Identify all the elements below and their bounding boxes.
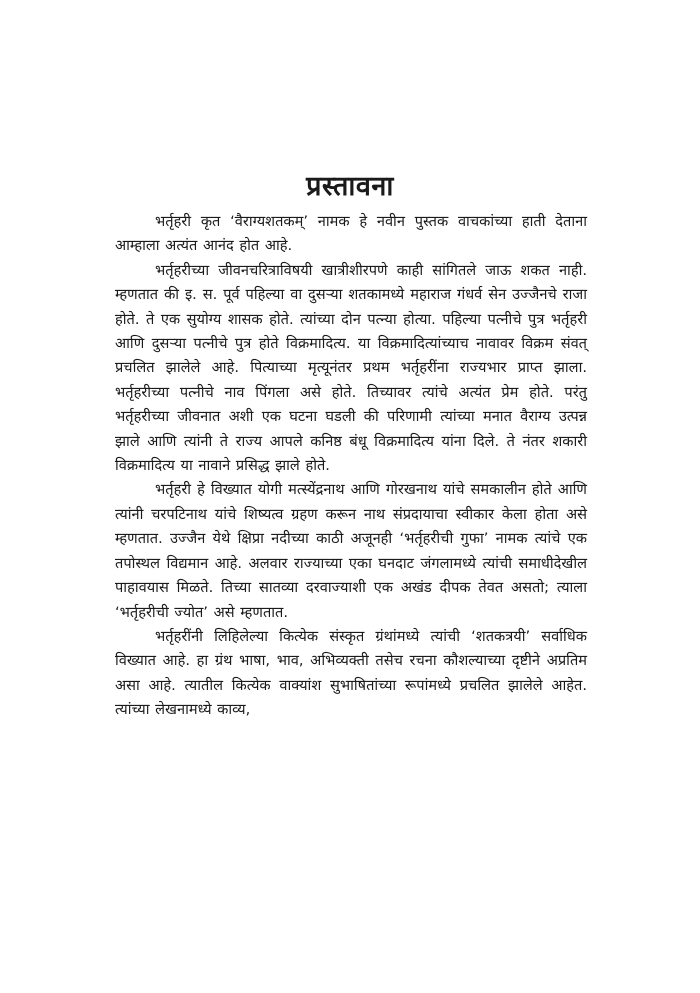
page-title: प्रस्तावना	[306, 171, 394, 202]
body-text	[115, 210, 587, 723]
paragraph-biography: भर्तृहरीच्या जीवनचरित्राविषयी खात्रीशीरपणे काही सांगितले जाऊ शकत नाही. म्हणतात की इ. स. पूर्व पहिल्या वा दुसऱ्या शतकामध्ये महाराज गंधर्व सेन उज्जैनचे राजा होते. ते एक सुयोग्य शासक होते. त्यांच्या दोन पत्न्या होत्या. पहिल्या पत्नीचे पुत्र भर्तृहरी आणि दुसऱ्या पत्नीचे पुत्र होते विक्रमादित्य. या विक्रमादित्यांच्याच नावावर विक्रम संवत् प्रचलित झालेले आहे. पित्याच्या मृत्यूनंतर प्रथम भर्तृहरींना राज्यभार प्राप्त झाला. भर्तृहरीच्या पत्नीचे नाव पिंगला असे होते. तिच्यावर त्यांचे अत्यंत प्रेम होते. परंतु भर्तृहरीच्या जीवनात अशी एक घटना घडली की परिणामी त्यांच्या मनात वैराग्य उत्पन्न झाले आणि त्यांनी ते राज्य आपले कनिष्ठ बंधू विक्रमादित्य यांना दिले. ते नंतर शकारी विक्रमादित्य या नावाने प्रसिद्ध झाले होते.	[115, 261, 587, 475]
paragraph-nath-sampradaya: भर्तृहरी हे विख्यात योगी मत्स्येंद्रनाथ आणि गोरखनाथ यांचे समकालीन होते आणि त्यांनी चरपटिनाथ यांचे शिष्यत्व ग्रहण करून नाथ संप्रदायाचा स्वीकार केला होता असे म्हणतात. उज्जैन येथे क्षिप्रा नदीच्या काठी अजूनही ‘भर्तृहरीची गुफा’ नामक त्यांचे एक तपोस्थल विद्यमान आहे. अलवार राज्याच्या एका घनदाट जंगलामध्ये त्यांची समाधीदेखील पाहावयास मिळते. तिच्या सातव्या दरवाज्याशी एक अखंड दीपक तेवत असतो; त्याला ‘भर्तृहरीची ज्योत’ असे म्हणतात.	[115, 481, 587, 621]
paragraph-intro: भर्तृहरी कृत ‘वैराग्यशतकम्’ नामक हे नवीन पुस्तक वाचकांच्या हाती देताना आम्हाला अत्यंत आनंद होत आहे.	[115, 213, 587, 255]
paragraph-shatakatrayi: भर्तृहरींनी लिहिलेल्या कित्येक संस्कृत ग्रंथांमध्ये त्यांची ‘शतकत्रयी’ सर्वाधिक विख्यात आहे. हा ग्रंथ भाषा, भाव, अभिव्यक्ती तसेच रचना कौशल्याच्या दृष्टीने अप्रतिम असा आहे. त्यातील कित्येक वाक्यांश सुभाषितांच्या रूपांमध्ये प्रचलित झालेले आहेत. त्यांच्या लेखनामध्ये काव्य,	[115, 627, 587, 719]
